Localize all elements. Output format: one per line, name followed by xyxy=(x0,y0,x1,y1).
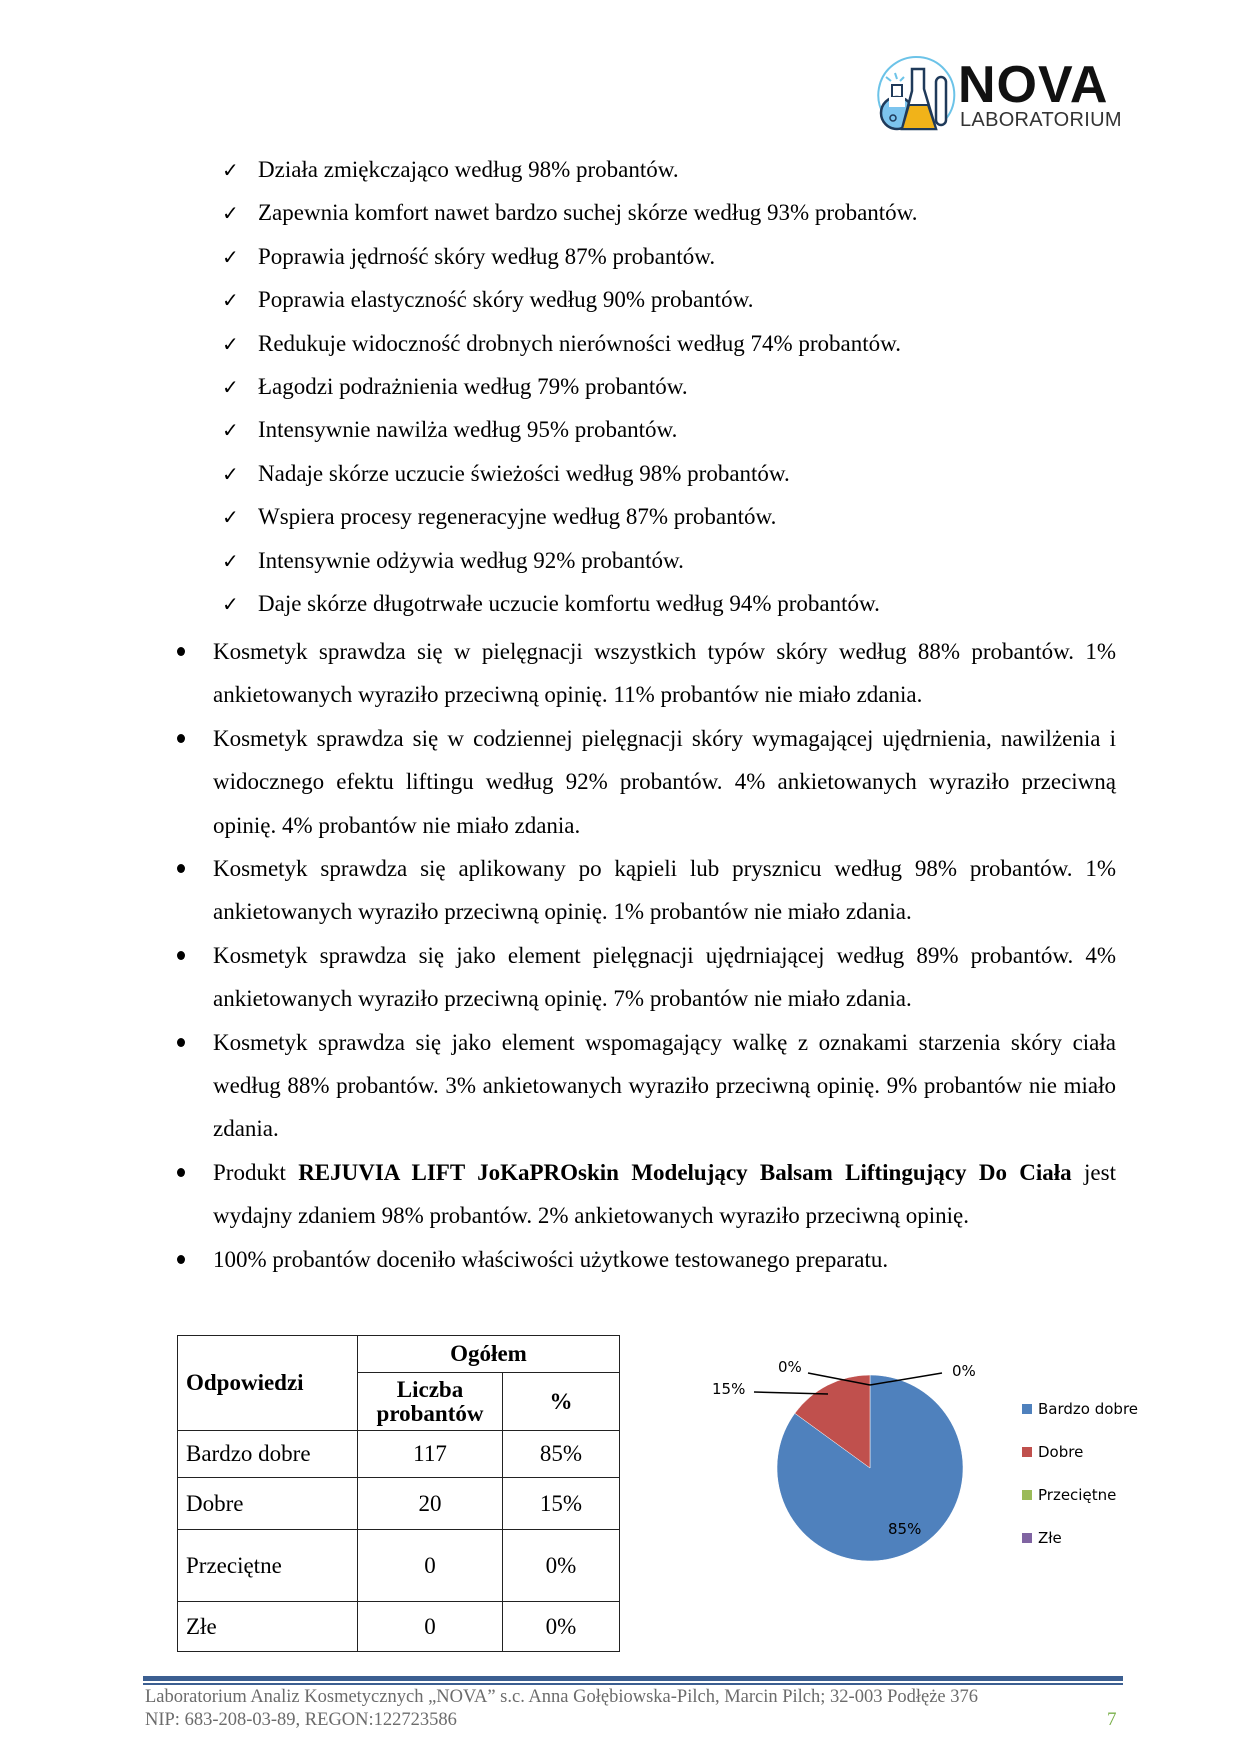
table-row xyxy=(178,1478,620,1530)
check-item xyxy=(220,152,918,195)
page-number: 7 xyxy=(1107,1709,1117,1730)
bullet-item xyxy=(173,847,1116,934)
bullet-icon xyxy=(177,1255,185,1264)
bullet-icon xyxy=(177,734,185,743)
label-dobre: 15% xyxy=(712,1380,746,1398)
footer-address: Laboratorium Analiz Kosmetycznych „NOVA” s.c. Anna Gołębiowska-Pilch, Marcin Pilch; 32-003 Podłęże 376 xyxy=(145,1687,979,1707)
check-item xyxy=(220,282,918,325)
bullet-list xyxy=(173,630,1116,1281)
bullet-text: Kosmetyk sprawdza się w codziennej pielęgnacji skóry wymagającej ujędrnienia, nawilżenia i widocznego efektu liftingu według 92% probantów. 4% ankietowanych wyraziło przeciwną opinię. 4% probantów nie miało zdania. xyxy=(213,725,1116,838)
check-item xyxy=(220,586,918,629)
product-prefix: Produkt xyxy=(213,1159,299,1185)
check-item-text: Redukuje widoczność drobnych nierówności według 74% probantów. xyxy=(258,330,902,356)
legend-swatch-icon xyxy=(1022,1490,1032,1500)
bullet-item-product xyxy=(173,1151,1116,1238)
check-item xyxy=(220,239,918,282)
row-label: Przeciętne xyxy=(178,1530,358,1602)
checkmark-icon: ✓ xyxy=(222,158,239,182)
row-percent: 0% xyxy=(503,1602,620,1652)
bullet-icon xyxy=(177,647,185,656)
bullet-text: 100% probantów doceniło właściwości użytkowe testowanego preparatu. xyxy=(213,1246,889,1272)
legend-item: Złe xyxy=(1022,1527,1138,1570)
check-item-text: Daje skórze długotrwałe uczucie komfortu według 94% probantów. xyxy=(258,590,880,616)
bullet-icon xyxy=(177,1168,185,1177)
row-percent: 85% xyxy=(503,1431,620,1478)
bullet-item xyxy=(173,1238,1116,1281)
product-suffix: jest wydajny zdaniem 98% probantów. 2% ankietowanych wyraziło przeciwną opinię. xyxy=(213,1159,1116,1229)
checkmark-icon: ✓ xyxy=(222,418,239,443)
legend-item: Bardzo dobre xyxy=(1022,1398,1138,1441)
legend-item: Dobre xyxy=(1022,1441,1138,1484)
table-row xyxy=(178,1431,620,1478)
check-item xyxy=(220,499,918,542)
header-group: Ogółem xyxy=(358,1336,620,1373)
logo-subtitle: LABORATORIUM xyxy=(960,109,1122,131)
check-item-text: Łagodzi podrażnienia według 79% probantów. xyxy=(258,373,688,399)
check-item xyxy=(220,326,918,369)
check-item xyxy=(220,369,918,412)
checkmark-list xyxy=(220,152,918,629)
bullet-icon xyxy=(177,1038,185,1047)
check-item-text: Intensywnie nawilża według 95% probantów. xyxy=(258,417,678,443)
legend-swatch-icon xyxy=(1022,1404,1032,1414)
row-percent: 0% xyxy=(503,1530,620,1602)
bullet-text: Kosmetyk sprawdza się jako element pielęgnacji ujędrniającej według 89% probantów. 4% ankietowanych wyraziło przeciwną opinię. 7% probantów nie miało zdania. xyxy=(213,942,1116,1012)
check-item xyxy=(220,543,918,586)
checkmark-icon: ✓ xyxy=(222,505,239,530)
row-label: Dobre xyxy=(178,1478,358,1530)
bullet-text: Kosmetyk sprawdza się aplikowany po kąpieli lub prysznicu według 98% probantów. 1% ankietowanych wyraziło przeciwną opinię. 1% probantów nie miało zdania. xyxy=(213,856,1116,925)
checkmark-icon: ✓ xyxy=(222,374,239,399)
footer-divider xyxy=(143,1676,1123,1685)
legend-swatch-icon xyxy=(1022,1447,1032,1457)
product-name: REJUVIA LIFT JoKaPROskin Modelujący Balsam Liftingujący Do Ciała xyxy=(298,1159,1072,1185)
check-item-text: Zapewnia komfort nawet bardzo suchej skórze według 93% probantów. xyxy=(258,200,918,226)
footer xyxy=(145,1686,978,1732)
results-table xyxy=(177,1335,620,1652)
checkmark-icon: ✓ xyxy=(222,331,239,356)
bullet-text: Kosmetyk sprawdza się jako element wspomagający walkę z oznakami starzenia skóry ciała według 88% probantów. 3% ankietowanych wyraziło przeciwną opinię. 9% probantów nie miało zdania. xyxy=(213,1029,1116,1142)
checkmark-icon: ✓ xyxy=(222,548,239,573)
row-count: 20 xyxy=(358,1478,503,1530)
checkmark-icon: ✓ xyxy=(222,244,239,269)
check-item-text: Działa zmiękczająco według 98% probantów. xyxy=(258,157,679,182)
check-item xyxy=(220,412,918,455)
row-label: Złe xyxy=(178,1602,358,1652)
check-item-text: Wspiera procesy regeneracyjne według 87% probantów. xyxy=(258,504,777,530)
nova-logo xyxy=(872,55,1122,137)
check-item xyxy=(220,195,918,238)
label-zle: 0% xyxy=(952,1362,976,1380)
bullet-item xyxy=(173,630,1116,717)
bullet-item xyxy=(173,717,1116,847)
check-item-text: Poprawia elastyczność skóry według 90% probantów. xyxy=(258,287,754,313)
checkmark-icon: ✓ xyxy=(222,591,239,616)
check-item-text: Poprawia jędrność skóry według 87% probantów. xyxy=(258,243,716,269)
legend-item: Przeciętne xyxy=(1022,1484,1138,1527)
header-answers: Odpowiedzi xyxy=(178,1336,358,1431)
check-item xyxy=(220,456,918,499)
lab-flasks-icon xyxy=(872,55,958,137)
checkmark-icon: ✓ xyxy=(222,201,239,226)
checkmark-icon: ✓ xyxy=(222,461,239,486)
bullet-icon xyxy=(177,864,185,873)
row-count: 117 xyxy=(358,1431,503,1478)
logo-title: NOVA xyxy=(958,56,1109,114)
row-label: Bardzo dobre xyxy=(178,1431,358,1478)
chart-legend xyxy=(1022,1398,1138,1570)
row-percent: 15% xyxy=(503,1478,620,1530)
row-count: 0 xyxy=(358,1530,503,1602)
check-item-text: Nadaje skórze uczucie świeżości według 98% probantów. xyxy=(258,460,790,486)
header-count: Liczba probantów xyxy=(358,1373,503,1431)
label-przecietne: 0% xyxy=(778,1358,802,1376)
header-percent: % xyxy=(503,1373,620,1431)
table-row xyxy=(178,1530,620,1602)
bullet-item xyxy=(173,1021,1116,1151)
table-row xyxy=(178,1602,620,1652)
label-bardzo-dobre: 85% xyxy=(888,1520,922,1538)
bullet-item xyxy=(173,934,1116,1021)
row-count: 0 xyxy=(358,1602,503,1652)
check-item-text: Intensywnie odżywia według 92% probantów. xyxy=(258,547,684,573)
bullet-text: Kosmetyk sprawdza się w pielęgnacji wszystkich typów skóry według 88% probantów. 1% ankietowanych wyraziło przeciwną opinię. 11% probantów nie miało zdania. xyxy=(213,639,1116,708)
legend-swatch-icon xyxy=(1022,1533,1032,1543)
bullet-icon xyxy=(177,951,185,960)
checkmark-icon: ✓ xyxy=(222,288,239,313)
footer-registration: NIP: 683-208-03-89, REGON:122723586 xyxy=(145,1710,457,1730)
